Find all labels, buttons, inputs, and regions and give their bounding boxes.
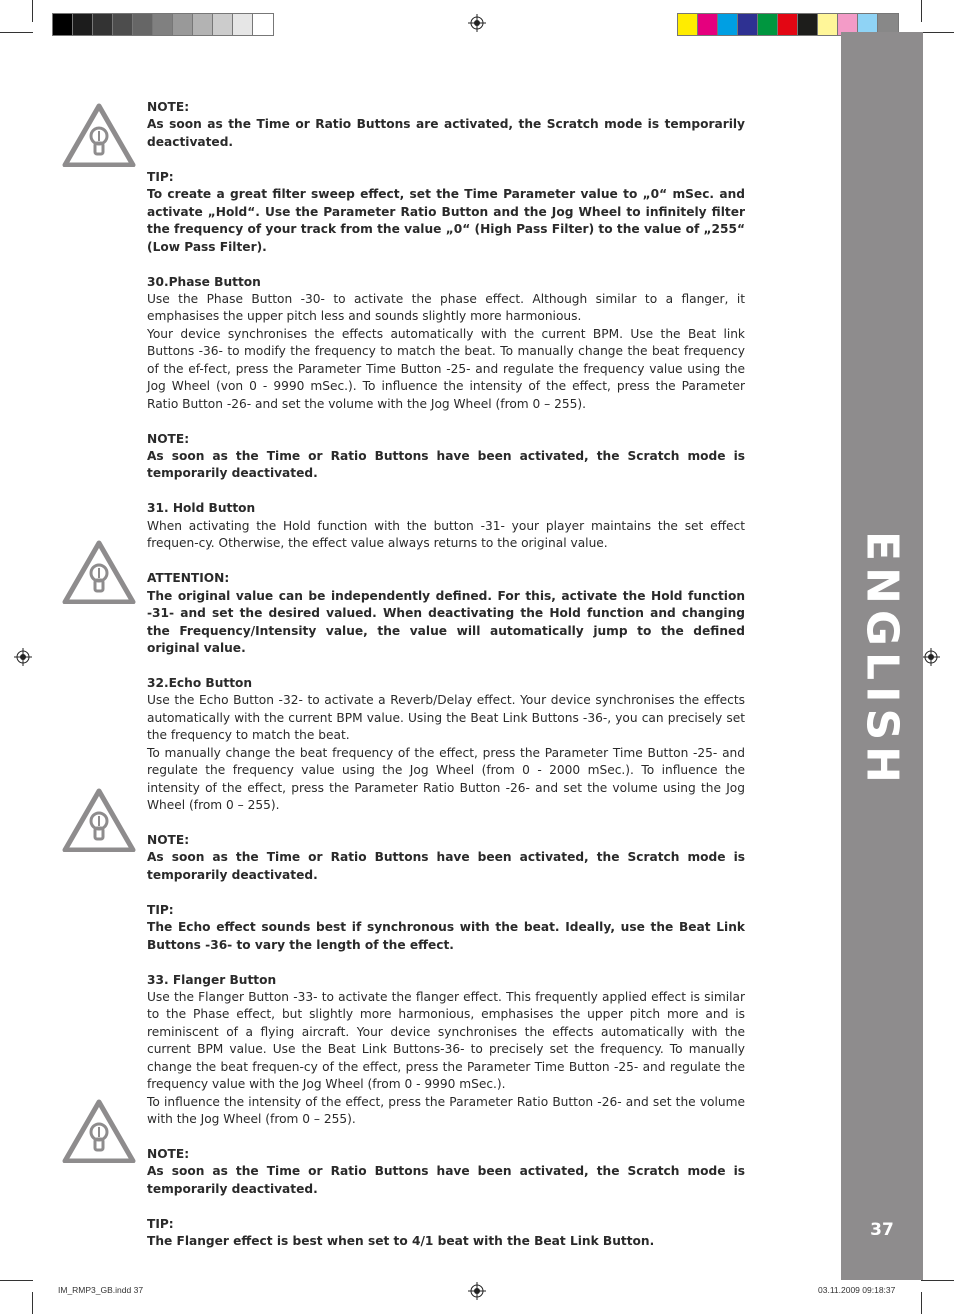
attention-heading: ATTENTION: [147,571,230,586]
gray-swatch [173,14,193,35]
gray-swatch [93,14,113,35]
crop-mark [0,1280,33,1281]
gray-swatch [73,14,93,35]
crop-mark [32,0,33,22]
color-swatch [738,14,758,35]
color-swatch [758,14,778,35]
section-heading-phase: 30.Phase Button [147,274,261,289]
tip-heading: TIP: [147,169,174,184]
tip-body: To create a great filter sweep effect, set the Time Parameter value to „0“ mSec. and activate „Hold“. Use the Parameter Ratio Button and the Jog Wheel to infinitely filter the frequency of your track from the value „0“ (High Pass Filter) to the value of „255“ (Low Pass Filter). [147,187,745,254]
tip-body: The Echo effect sounds best if synchronous with the beat. Ideally, use the Beat Link Buttons -36- to vary the length of the effect. [147,920,745,952]
crop-mark [921,32,954,33]
warning-bulb-icon [62,1099,136,1163]
body-paragraph: Use the Phase Button -30- to activate the phase effect. Although similar to a flanger, it emphasises the upper pitch less and sounds slightly more harmonious. [147,291,745,324]
registration-mark-icon [922,648,940,666]
note-body: As soon as the Time or Ratio Buttons are activated, the Scratch mode is temporarily deactivated. [147,117,745,149]
crop-mark [921,0,922,22]
warning-bulb-icon [62,540,136,604]
gray-swatch [193,14,213,35]
section-heading-hold: 31. Hold Button [147,501,256,516]
gray-swatch [213,14,233,35]
body-paragraph: To manually change the beat frequency of the effect, press the Parameter Time Button -25- and regulate the frequency value using the Jog Wheel (from 0 - 2000 mSec.). To influence the intensity of the effect, press the Parameter Ratio Button -26- and set the volume using the Jog Wheel (from 0 – 255). [147,745,745,813]
registration-mark-icon [468,1282,486,1300]
gray-swatch [253,14,273,35]
note-heading: NOTE: [147,431,190,446]
crop-mark [921,1280,954,1281]
color-swatch [698,14,718,35]
note-heading: NOTE: [147,832,190,847]
footer-timestamp: 03.11.2009 09:18:37 [818,1285,896,1295]
crop-mark [32,1292,33,1314]
manual-text-column [147,99,745,1251]
gray-swatch [233,14,253,35]
section-heading-flanger: 33. Flanger Button [147,972,277,987]
color-swatch [778,14,798,35]
registration-mark-icon [14,648,32,666]
footer-filename: IM_RMP3_GB.indd 37 [58,1285,144,1295]
gray-swatch [133,14,153,35]
language-label: ENGLISH [856,531,908,789]
color-swatch [798,14,818,35]
color-swatch [718,14,738,35]
body-paragraph: To influence the intensity of the effect, press the Parameter Ratio Button -26- and set the volume with the Jog Wheel (from 0 – 255). [147,1094,745,1127]
note-body: As soon as the Time or Ratio Buttons have been activated, the Scratch mode is temporarily deactivated. [147,1164,745,1196]
tip-body: The Flanger effect is best when set to 4/1 beat with the Beat Link Button. [147,1234,655,1249]
note-heading: NOTE: [147,1147,190,1162]
body-paragraph: Your device synchronises the effects automatically with the current BPM. Use the Beat link Buttons -36- to modify the frequency to match the beat. To manually change the beat frequency of the ef-fect, press the Parameter Time Button -25- and regulate the frequency value using the Jog Wheel (von 0 - 9990 mSec.). To influence the intensity of the effect, press the Parameter Ratio Button -26- and set the volume with the Jog Wheel (from 0 – 255). [147,326,745,411]
attention-body: The original value can be independently defined. For this, activate the Hold function -31- and set the desired valued. When deactivating the Hold function and changing the Frequency/Intensity value, the value will automatically jump to the defined original value. [147,588,745,655]
color-swatch [818,14,838,35]
gray-swatch [153,14,173,35]
body-paragraph: When activating the Hold function with the button -31- your player maintains the set effect frequen-cy. Otherwise, the effect value always returns to the original value. [147,518,745,551]
gray-swatch [113,14,133,35]
body-paragraph: Use the Flanger Button -33- to activate the flanger effect. This frequently applied effect is similar to the Phase effect, but slightly more harmonious, emphasises the upper pitch more and is reminiscent of a flying aircraft. Your device synchronises the effects automatically with the current BPM value. Use the Beat Link Buttons-36- to precisely set the frequency. To manually change the beat frequen-cy of the effect, press the Parameter Time Button -25- and regulate the frequency value with the Jog Wheel (from 0 - 9990 mSec.). [147,989,745,1092]
section-heading-echo: 32.Echo Button [147,675,253,690]
tip-heading: TIP: [147,902,174,917]
warning-bulb-icon [62,788,136,852]
crop-mark [921,1292,922,1314]
note-body: As soon as the Time or Ratio Buttons have been activated, the Scratch mode is temporarily deactivated. [147,449,745,481]
note-body: As soon as the Time or Ratio Buttons have been activated, the Scratch mode is temporarily deactivated. [147,850,745,882]
gray-swatch [53,14,73,35]
tip-heading: TIP: [147,1216,174,1231]
warning-bulb-icon [62,103,136,167]
color-swatch [678,14,698,35]
body-paragraph: Use the Echo Button -32- to activate a Reverb/Delay effect. Your device synchronises the effects automatically with the current BPM value. Using the Beat Link Buttons -36-, you can precisely set the frequency to match the beat. [147,693,745,743]
registration-mark-icon [468,14,486,32]
gray-calibration-bar [52,13,274,36]
note-heading: NOTE: [147,100,190,114]
crop-mark [0,32,33,33]
page-number: 37 [870,1220,894,1240]
